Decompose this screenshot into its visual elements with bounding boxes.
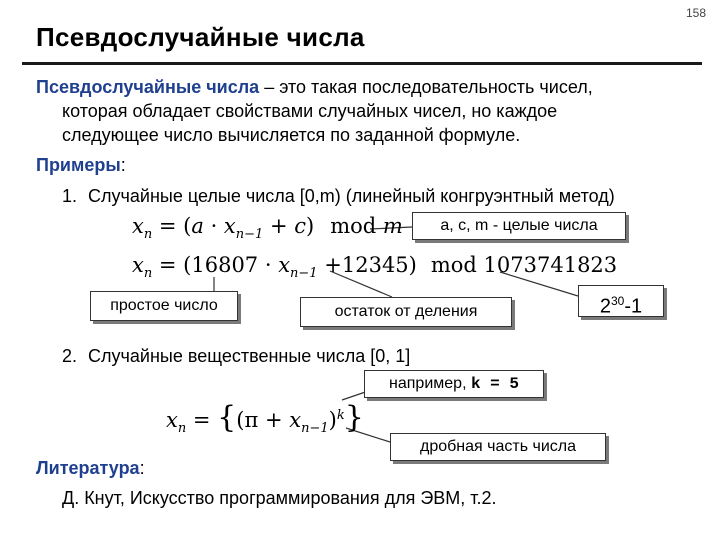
formula3-x-sub: n — [177, 421, 187, 437]
formula1-mod: mod — [330, 214, 377, 238]
list-item-2-text: Случайные вещественные числа [0, 1] — [88, 346, 411, 366]
formula1-c: c — [294, 214, 307, 238]
callout-prime: простое число — [90, 291, 238, 321]
page-number: 158 — [686, 6, 707, 20]
formula3-paren-open: ( — [236, 408, 245, 432]
formula3-paren-close: ) — [328, 408, 337, 432]
callout-remainder: остаток от деления — [300, 297, 512, 327]
formula3-exponent: k — [336, 408, 345, 423]
formula2-eq: = (16807 · — [152, 253, 279, 277]
power-tail: -1 — [624, 295, 643, 318]
definition-text-1: – это такая последовательность чисел, — [259, 77, 593, 97]
formula2-x-sub: n — [143, 266, 153, 282]
examples-label: Примеры — [36, 155, 121, 175]
formula-lcg-general — [132, 214, 403, 242]
definition-line-2: которая обладает свойствами случайных чисел, но каждое — [62, 101, 558, 121]
formula1-plus: + — [263, 214, 295, 238]
callout-example — [364, 370, 544, 398]
formula1-eq: = ( — [152, 214, 192, 238]
power-base: 2 — [599, 295, 611, 318]
literature-label: Литература — [36, 458, 140, 478]
formula3-plus: + — [258, 408, 290, 432]
formula3-eq: = — [186, 408, 218, 432]
list-item-2 — [62, 344, 410, 368]
formula2-x-prev: x — [278, 253, 291, 277]
formula1-x-prev-sub: n−1 — [235, 227, 264, 243]
slide-title: Псевдослучайные числа — [36, 22, 365, 52]
formula1-m: m — [382, 214, 403, 238]
formula3-brace-open: { — [217, 400, 237, 435]
formula3-pi: π — [244, 408, 259, 432]
formula2-x-prev-sub: n−1 — [290, 266, 318, 282]
formula2-rest: +12345) — [317, 253, 417, 277]
literature-reference: Д. Кнут, Искусство программирования для ЭВМ, т.2. — [62, 488, 497, 508]
formula3-x: x — [166, 408, 178, 432]
formula3-brace-close: } — [344, 400, 364, 435]
formula-real — [166, 400, 364, 436]
formula-lcg-example — [132, 253, 617, 281]
formula2-mod: mod 1073741823 — [430, 253, 618, 277]
formula2-x: x — [132, 253, 144, 277]
formula1-a: a — [191, 214, 204, 238]
formula3-x-prev: x — [289, 408, 302, 432]
formula1-x-sub: n — [143, 227, 153, 243]
list-item-1-number: 1. — [62, 186, 78, 206]
example-prefix: например, — [389, 375, 471, 392]
callout-fractional: дробная часть числа — [390, 433, 606, 461]
formula1-dot: · — [203, 214, 224, 238]
callout-integers: a, c, m - целые числа — [412, 212, 626, 240]
list-item-2-number: 2. — [62, 346, 78, 366]
formula1-x: x — [132, 214, 144, 238]
formula1-close: ) — [306, 214, 315, 238]
literature-colon: : — [139, 458, 145, 478]
literature-heading — [36, 456, 145, 480]
formula1-x-prev: x — [223, 214, 236, 238]
definition-term: Псевдослучайные числа — [36, 77, 260, 97]
list-item-1-text: Случайные целые числа [0,m) (линейный конгруэнтный метод) — [88, 186, 615, 206]
formula3-x-prev-sub: n−1 — [301, 421, 329, 437]
definition-line-3: следующее число вычисляется по заданной формуле. — [62, 125, 521, 145]
examples-colon: : — [120, 155, 126, 175]
power-exponent: 30 — [610, 294, 625, 308]
callout-power — [578, 285, 664, 317]
example-code: k = 5 — [470, 375, 519, 393]
